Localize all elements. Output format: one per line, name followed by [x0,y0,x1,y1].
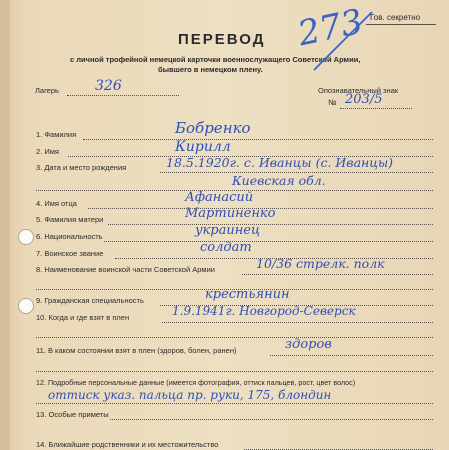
secrecy-stamp: Гов. секретно [370,13,421,22]
field-value-profession: крестьянин [205,287,290,302]
field-label-rank: 7. Воинское звание [36,249,104,258]
field-value-father: Афанасий [185,190,254,205]
field-label-condition: 11. В каком состоянии взят в плен (здоров, болен, ранен) [36,346,237,355]
field-line-unit [242,274,433,275]
field-line-mother [108,224,433,225]
field-value-mother: Мартиненко [185,206,276,221]
punch-hole-bottom [18,298,34,314]
field-label-name: 2. Имя [36,147,59,156]
camp-underline [67,95,179,96]
field-line-nationality [104,241,433,242]
field-line-captured [162,322,433,323]
field-value-captured: 1.9.1941г. Новгород-Северск [172,304,356,318]
field-value-name: Кирилл [175,139,231,155]
document-subtitle-2: бывшего в немецком плену. [158,65,263,74]
strike-line [308,8,378,78]
field-line-captured-2 [36,337,433,338]
field-label-surname: 1. Фамилия [36,130,77,139]
field-label-personal: 12. Подробные персональные данные (имеется фотография, оттиск пальцев, рост, цвет волос) [36,378,356,387]
camp-label: Лагерь [35,86,59,95]
field-value-condition: здоров [285,337,332,352]
field-line-condition-2 [36,371,433,372]
field-label-nationality: 6. Национальность [36,232,103,241]
punch-hole-top [18,229,34,245]
idtag-prefix: № [328,98,337,107]
field-value-unit: 10/36 стрелк. полк [256,256,385,271]
field-label-father: 4. Имя отца [36,199,77,208]
handwritten-file-number: 273 [294,1,367,55]
field-label-mother: 5. Фамилия матери [36,215,104,224]
field-label-birth: 3. Дата и место рождения [36,163,127,172]
field-label-profession: 9. Гражданская специальность [36,296,144,305]
field-value-rank: солдат [200,240,252,255]
idtag-value: 203/5 [345,92,383,107]
idtag-label: Опознавательный знак [318,86,399,95]
field-label-unit: 8. Наименование воинской части Советской Армии [36,265,215,274]
field-value-birth: 18.5.1920г. с. Иванцы (с. Иванцы) [166,155,394,170]
field-value-birth-region: Киевская обл. [232,173,326,188]
field-line-surname [83,139,433,140]
field-line-personal [36,403,433,404]
field-line-condition [270,355,433,356]
page-margin-shadow [0,0,10,450]
document-title: ПЕРЕВОД [178,31,266,48]
field-value-personal: оттиск указ. пальца пр. руки, 175, блондин [48,388,332,402]
field-line-marks [110,419,433,420]
field-value-nationality: украинец [195,223,261,238]
document-subtitle-1: с личной трофейной немецкой карточки военнослужащего Советской Армии, [70,55,361,64]
idtag-underline [340,108,412,109]
field-label-captured: 10. Когда и где взят в плен [36,313,130,322]
field-label-marks: 13. Особые приметы [36,410,109,419]
field-label-relatives: 14. Ближайшие родственники и их местожительство [36,440,219,449]
camp-value: 326 [95,78,122,94]
field-value-surname: Бобренко [175,119,251,137]
